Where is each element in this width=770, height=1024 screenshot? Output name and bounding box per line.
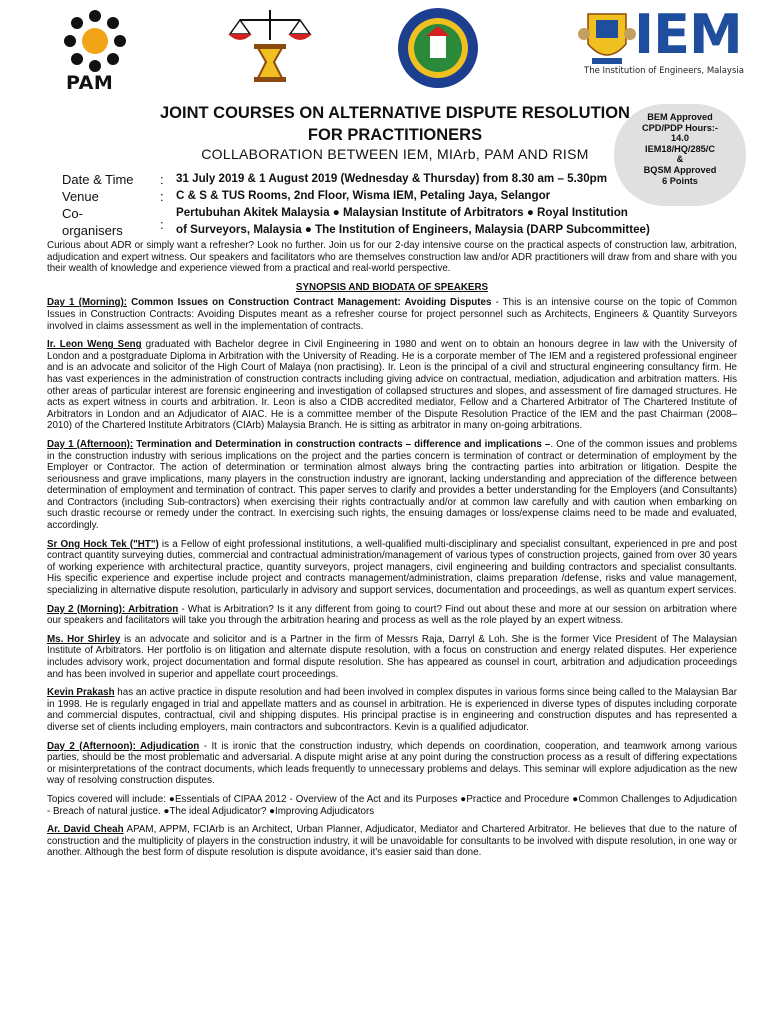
speaker-bio: is an advocate and solicitor and is a Partner in the firm of Messrs Raja, Darryl & Loh. She is the former Vice President of The Malaysian Institute of Arbitrators. Her portfolio is on litigation and alternate dispute resolution, with a focus on construction and energy related disputes. Her experience includes advisory work, project documentation and formal dispute resolution. She has appeared as counsel in court, arbitration and adjudication proceedings and has been involved in superior and appellate court proceedings. [47, 633, 737, 680]
badge-line: 6 Points [662, 175, 698, 186]
speaker-kevin-paragraph [47, 687, 737, 733]
coorganisers-value-1: Pertubuhan Akitek Malaysia ● Malaysian Institute of Arbitrators ● Royal Institution [176, 206, 628, 219]
iem-crest-icon [576, 4, 638, 70]
speaker-bio: graduated with Bachelor degree in Civil Engineering in 1980 and went on to obtain an honours degree in law with the University of London and a postgraduate Diploma in Arbitration with the University of Reading. He is a corporate member of The IEM and a registered professional engineer and is an advocate and solicitor of the High Court of Malaya (non practising). Ir. Leon is the principal of a civil and structural engineering consultancy firm. He has vast experiences in the administration of construction contracts including giving advice on contractual, mediation, adjudication and arbitration matters. His other areas of particular interest are forensic engineering and investigation of collapsed structures and slopes, and assessment of fire damaged structures. He acts as expert witness in courts and arbitration. Ir. Leon is also a CIDB accredited mediator, Fellow and a Chartered Arbitrator of The Chartered Institute of Arbitrators in London and an Adjudicator of AIAC. He is a committee member of the Dispute Resolution Practice of the IEM and the past Chairman (2008–2010) of the Chartered Institute Arbitrators (CIArb) Malaysia Branch. He is sitting as arbitrator in many on-going arbitrations. [47, 339, 737, 432]
colon: : [160, 189, 164, 204]
coorganisers-label-1: Co- [62, 206, 83, 221]
day2-afternoon-text: - It is ironic that the construction industry, which depends on coordination, cooperation, and teamwork among various parties, should be the most problematic and adversarial. A dispute might arise at any point during the construction process as a result of differing expectations or misinterpretations of the contract documents, which leads frequently to unnecessary problems and delays. This seminar will explore adjudication as the new way of resolving construction disputes. [47, 740, 737, 787]
day2-afternoon-paragraph [47, 741, 737, 787]
day2-afternoon-label: Day 2 (Afternoon): Adjudication [47, 740, 200, 752]
day1-afternoon-label: Day 1 (Afternoon): [47, 438, 134, 450]
page-subtitle: COLLABORATION BETWEEN IEM, MIArb, PAM AND RISM [201, 146, 589, 162]
colon: : [160, 172, 164, 187]
page-title: JOINT COURSES ON ALTERNATIVE DISPUTE RESOLUTION [160, 104, 630, 122]
day1-afternoon-paragraph [47, 439, 737, 532]
coorganisers-label-2: organisers [62, 223, 123, 238]
body-content [47, 240, 737, 866]
venue-label: Venue [62, 189, 99, 204]
speaker-name: Kevin Prakash [47, 687, 115, 699]
speaker-name: Ar. David Cheah [47, 824, 124, 836]
speaker-name: Ms. Hor Shirley [47, 633, 121, 645]
colon: : [160, 217, 164, 232]
day2-morning-paragraph [47, 604, 737, 627]
speaker-name: Sr Ong Hock Tek ("HT") [47, 538, 159, 550]
badge-line: BQSM Approved [643, 164, 717, 175]
venue-value: C & S & TUS Rooms, 2nd Floor, Wisma IEM, Petaling Jaya, Selangor [176, 189, 551, 202]
coorganisers-row [62, 206, 682, 223]
intro-paragraph: Curious about ADR or simply want a refresher? Look no further. Join us for our 2-day intensive course on the practical aspects of construction law, arbitration, adjudication and expert witness. Our speakers and facilitators who are themselves construction law and/or ADR practitioners will draw from and share with you their wealth of knowledge and experience viewed from a practical and real-world perspective. [47, 240, 737, 275]
page-title-line2: FOR PRACTITIONERS [307, 126, 483, 144]
speaker-name: Ir. Leon Weng Seng [47, 339, 142, 351]
day1-afternoon-title: Termination and Determination in construction contracts – difference and implications – [133, 438, 551, 450]
pam-logo-text: PAM [66, 72, 114, 94]
day1-morning-label: Day 1 (Morning): [47, 297, 127, 309]
speaker-bio: APAM, APPM, FCIArb is an Architect, Urban Planner, Adjudicator, Mediator and Chartered Arbitrator. He believes that due to the nature of construction and the multiplicity of players in the construction industry, it will be unavoidable for consultants to be involved with dispute resolution, in one way or another. Although the best form of dispute resolution is dispute avoidance, it's easier said than done. [47, 824, 737, 859]
miarb-logo-icon [222, 4, 318, 84]
speaker-david-paragraph [47, 824, 737, 859]
logo-strip [0, 0, 770, 100]
badge-line: IEM18/HQ/285/C [645, 143, 715, 154]
day2-morning-text: - What is Arbitration? Is it any different from going to court? Find out about these and more at our session on arbitration where our speakers and facilitators will take you through the arbitration hearing and process as well as the role played by an expert witness. [47, 603, 738, 627]
day1-afternoon-text: . One of the common issues and problems in the construction industry with serious implications on the project and the parties concern is termination of contract or determination of employment by the Employer or Contractor. The action of determination or termination almost always bring the contracting parties into arbitration or litigation. Despite the seriousness and grave implications, many players in the construction industry are ignorant, lacking understanding and appreciation of the difference between determination of employment and termination of contract. This paper serves to clarify and provides a better understanding for the Employers (and Consultants) and Contractors (including Sub-contractors) when exercising their rights contractually and/or at common law carefully and with caution when embarking on such drastic recourse or remedy under the contract. In exercising such rights, the ensuing damages or loss/expense claims need to be made and evaluated, accordingly. [47, 438, 737, 532]
event-info [62, 172, 682, 240]
topics-paragraph: Topics covered will include: ●Essentials of CIPAA 2012 - Overview of the Act and its Purposes ●Practice and Procedure ●Common Challenges to Adjudication - Breach of natural justice. ●The ideal Adjudicator? ●Improving Adjudicators [47, 793, 737, 817]
venue-row [62, 189, 682, 206]
date-label: Date & Time [62, 172, 134, 187]
speaker-bio: is a Fellow of eight professional institutions, a well-qualified multi-disciplinary and specialist consultant, experienced in pre and post contract quantity surveying duties, commercial and contractual administration/management of various types of construction projects, gained from over 30 years of working experience with architectural practice, quantity surveyors, project managers, civil engineering and building contractors and specialist consultants. His specific experience and expertise include project and contracts management/administration, claims preparation /defense, risks and value management, specializing in alternative dispute resolution, particularly in advisory and support services, documentation and proceedings, as well as quantum expert services. [47, 538, 737, 597]
speaker-leon-paragraph [47, 339, 737, 432]
speaker-ong-paragraph [47, 539, 737, 597]
date-row [62, 172, 682, 189]
date-value: 31 July 2019 & 1 August 2019 (Wednesday & Thursday) from 8.30 am – 5.30pm [176, 172, 608, 185]
rism-logo-icon [396, 6, 480, 90]
day2-morning-label: Day 2 (Morning): Arbitration [47, 603, 179, 615]
coorganisers-row-2 [62, 217, 682, 240]
iem-subtitle: The Institution of Engineers, Malaysia [584, 66, 744, 76]
coorganisers-value-2: of Surveyors, Malaysia ● The Institution of Engineers, Malaysia (DARP Subcommittee) [176, 223, 650, 236]
day1-morning-paragraph [47, 297, 737, 332]
badge-line: & [676, 154, 684, 165]
day1-morning-title: Common Issues on Construction Contract Management: Avoiding Disputes [127, 297, 492, 309]
pam-logo-icon [62, 8, 128, 74]
speaker-bio: has an active practice in dispute resolution and had been involved in complex disputes in various forms since being called to the Malaysian Bar in 1998. He is regularly engaged in trial and appellate matters and as counsel in arbitration. He is experienced in diverse types of disputes including corporate and commercial disputes, contractual, civil and shipping disputes. His principal practise is in engineering and construction disputes and has represented a diverse set of clients including employers, main contractors and subcontractors. Kevin is a qualified adjudicator. [47, 687, 737, 733]
speaker-hor-paragraph [47, 634, 737, 680]
iem-logo-text: IEM [634, 3, 742, 66]
synopsis-heading: SYNOPSIS AND BIODATA OF SPEAKERS [295, 281, 489, 293]
badge-line: CPD/PDP Hours:- [642, 122, 718, 133]
day1-morning-text: - This is an intensive course on the topic of Common Issues in Construction Contracts: Avoiding Disputes meant as a refresher course for project personnel such as Architects, Engineers & Quantity Surveyors involved in claims assessment as well in the implementation of contracts. [47, 297, 738, 332]
badge-line: BEM Approved [647, 112, 713, 122]
badge-line: 14.0 [671, 133, 689, 144]
